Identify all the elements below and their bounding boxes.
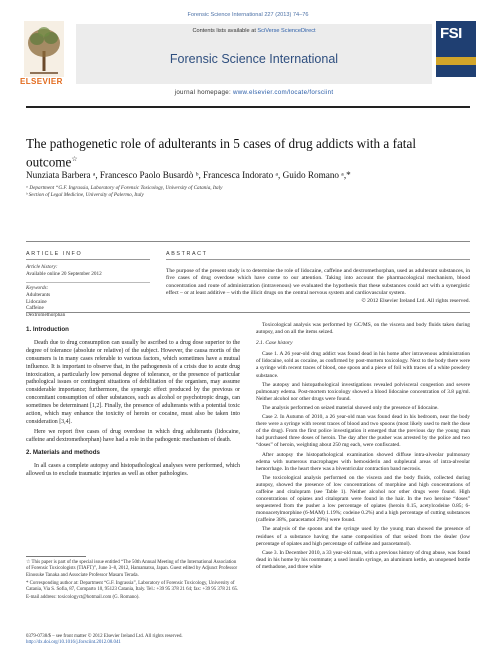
methods-heading: 2. Materials and methods bbox=[26, 448, 100, 456]
contents-prefix: Contents lists available at bbox=[192, 28, 258, 34]
methods-paragraph-2: Toxicological analysis was performed by GC/MS, on the viscera and body fluids taken during autopsy, and on all the items seized. bbox=[256, 322, 470, 336]
case-3-paragraph: Case 3. In December 2010, a 33 year-old man, with a previous history of drug abuse, was found dead in his home by his roommate; a used insulin syringe, an aluminum kettle, an unopened bottle of methadone, and three white bbox=[256, 549, 470, 570]
cover-stripe bbox=[436, 57, 476, 65]
title-footnote-mark[interactable]: ☆ bbox=[71, 154, 78, 163]
article-info-heading: ARTICLE INFO bbox=[26, 251, 83, 257]
abstract-copyright: © 2012 Elsevier Ireland Ltd. All rights reserved. bbox=[361, 297, 470, 304]
case-2-paragraph-d: The analysis of the spoons and the syringe used by the young man showed the presence of residues of a substance having the same composition of that seized from the dealer (low percentage of opiates and high percentage of caffeine and paracetamol). bbox=[256, 526, 470, 547]
case-2-paragraph: Case 2. In Autumn of 2010, a 26 year-old man was found dead in his bedroom, near the body there were a syringe with recent traces of blood and two spoons (most likely used to melt the dose of the drug). From the first police investigation it emerged that the previous day the young man had purchased three doses of heroin. The day after the pusher was arrested by the police and two “doses” of heroin, weighting about 250 mg each, were confiscated. bbox=[256, 414, 470, 449]
keyword-item: Dextromethorphan bbox=[26, 312, 66, 319]
methods-paragraph-1: In all cases a complete autopsy and histopathological analyses were performed, which allowed us to exclude traumatic injuries as well as other pathologies. bbox=[26, 462, 240, 477]
keyword-item: Caffeine bbox=[26, 305, 44, 312]
left-column bbox=[26, 322, 240, 480]
article-info-divider bbox=[26, 259, 150, 260]
footnote-rule bbox=[26, 556, 86, 557]
author-list: Nunziata Barbera ᵃ, Francesco Paolo Busardò ᵇ, Francesca Indorato ᵃ, Guido Romano ᵃ,* bbox=[26, 170, 351, 180]
case-1-paragraph: Case 1. A 26 year-old drug addict was found dead in his home after intravenous administration of lidocaine, sold as cocaine, as confirmed by post-mortem toxicology. Next to the body there were a syringe with recent traces of blood, one spoon and a piece of foil with traces of a white powdery substance. bbox=[256, 351, 471, 379]
email-note[interactable]: E-mail address: toxicologyct@hotmail.com (G. Romano). bbox=[26, 595, 140, 601]
journal-title-band bbox=[76, 24, 432, 84]
elsevier-wordmark: ELSEVIER bbox=[20, 77, 63, 86]
info-rule bbox=[26, 241, 470, 242]
keywords-label: Keywords: bbox=[26, 285, 49, 291]
history-value: Available online 20 September 2012 bbox=[26, 270, 102, 277]
sciencedirect-link[interactable]: SciVerse ScienceDirect bbox=[257, 28, 316, 34]
case-1-paragraph-b: The autopsy and histopathological investigations revealed polvisceral congestion and severe pulmonary edema. Post-mortem toxicology showed a blood lidocaine concentration of 3.8 µg/ml. Neither alcohol nor other drugs were found. bbox=[256, 381, 470, 402]
footnotes bbox=[26, 560, 240, 604]
history-label: Article history: bbox=[26, 264, 58, 270]
abstract-body: The purpose of the present study is to determine the role of lidocaine, caffeine and dextromethorphan, used as adulterant substances, in five cases of drug overdose which have come to our attention. Taking into account the pharmacological mechanism, blood concentration and route of administration (intravenous) we evaluated the hypothesis that these substances could act with a synergistic effect – or at least additive – with the illicit drugs on the central nervous system and cardiovascular system. bbox=[166, 268, 470, 297]
corresponding-author-note: * Corresponding author at: Department “G.F. Ingrassia”, Laboratory of Forensic Toxicology, University of Catania, Via S. Sofia, 87, Comparto 10, 95123 Catania, Italy. Tel.: +39 95 378 21 64; fax: +39 95 378 21 65. bbox=[26, 580, 239, 593]
journal-name: Forensic Science International bbox=[169, 52, 339, 66]
article-history bbox=[26, 264, 150, 278]
affiliation-b: ᵇ Section of Legal Medicine, University of Palermo, Italy bbox=[26, 192, 144, 198]
paper-title-text: The pathogenetic role of adulterants in 5 cases of drug addicts with a fatal outcome bbox=[26, 136, 416, 169]
case-2-paragraph-c: The toxicological analysis performed on the viscera and the body fluids, collected during autopsy, showed the presence of low concentrations of morphine and high concentrations of caffeine and citalopram (see Table 1). Neither alcohol nor other drugs were found. High concentrations of opiates and citalopram were found in the hair. In the two heroine “doses” sequestered from the pusher a low percentage of opiates (heroin 0.15, acetylcodeine 0.85; 6-monoacetylmorphine (6-MAM) 1.19%; codeine 0.2%) and a high percentage of cutting substances (caffeine 38%, paracetamol 29%) were found. bbox=[256, 474, 470, 524]
abstract-text bbox=[166, 268, 470, 305]
case-history-heading: 2.1. Case history bbox=[256, 340, 293, 347]
cover-title: FSI bbox=[440, 25, 462, 42]
journal-cover-thumbnail bbox=[436, 21, 476, 77]
issn-line: 0379-0738/$ – see front matter © 2012 Elsevier Ireland Ltd. All rights reserved. bbox=[26, 634, 183, 639]
journal-citation: Forensic Science International 227 (2013) 74–76 bbox=[187, 12, 309, 18]
keywords-divider bbox=[26, 282, 150, 283]
case-2-paragraph-b: After autopsy the histopathological examination showed diffuse intra-alveolar pulmonary edema with numerous macrophages with hemosiderin and subpleural areas of intra-alveolar hemorrhage. In the heart there was a biventricular contraction band necrosis. bbox=[256, 451, 470, 472]
abstract-heading: ABSTRACT bbox=[166, 251, 208, 257]
introduction-paragraph-2: Here we report five cases of drug overdose in which drug adulterants (lidocaine, caffeine and dextromethorphan) have had a role in the pathogenic mechanism of death. bbox=[26, 428, 240, 443]
abstract-end-rule bbox=[26, 312, 470, 313]
special-issue-note: ☆ This paper is part of the special issue entitled “The 50th Annual Meeting of the International Association of Forensic Toxicologists (TIAFT)”, June 3–8, 2012, Hamamatsu, Japan. Guest edited by Adjunct Professor Einosuke Tanaka and Associate Professor Masaru Terada. bbox=[26, 560, 238, 578]
masthead bbox=[20, 21, 476, 104]
abstract-divider bbox=[166, 259, 470, 260]
homepage-prefix: journal homepage: bbox=[174, 89, 234, 96]
elsevier-tree-logo bbox=[24, 21, 64, 77]
journal-homepage-line bbox=[76, 89, 432, 96]
keywords-block bbox=[26, 285, 150, 319]
paper-title bbox=[26, 136, 470, 169]
introduction-paragraph-1: Death due to drug consumption can usually be ascribed to a drug dose superior to the degree of tolerance (absolute or relative) of the subject. However, the causa mortis of the consumers is in many cases referable to various factors, which sometimes have a mutual influence. It is important to observe that, in the pathogenesis of a crisis due to acute drug intoxication, a particularly low personal degree of tolerance, or the presence of particular pathological issues or contingent situations of debilitation of the organism, may assume considerable importance; furthermore, the synergic effect produced by the previous or concomitant consumption of other substances, such as alcohol or psychotropic drugs, can sometimes be determinant [1,2]. Finally, the presence of adulterants with a potential toxic action, which may enhance the toxicity of heroin or cocaine, must also be taken into consideration [3,4]. bbox=[26, 339, 240, 425]
introduction-heading: 1. Introduction bbox=[26, 326, 69, 333]
keyword-item: Lidocaine bbox=[26, 298, 47, 305]
contents-line bbox=[76, 28, 432, 34]
right-column bbox=[256, 322, 470, 573]
header-rule bbox=[26, 106, 470, 108]
issn-doi-block bbox=[26, 634, 326, 647]
affiliation-a: ᵃ Department “G.F. Ingrassia, Laboratory of Forensic Toxicology, University of Catania, Italy bbox=[26, 185, 223, 191]
doi-link[interactable]: http://dx.doi.org/10.1016/j.forsciint.2012.08.041 bbox=[26, 640, 121, 646]
case-1-paragraph-c: The analysis performed on seized material showed only the presence of lidocaine. bbox=[262, 404, 439, 411]
homepage-link[interactable]: www.elsevier.com/locate/forsciint bbox=[233, 89, 334, 96]
keyword-item: Adulterants bbox=[26, 291, 51, 298]
